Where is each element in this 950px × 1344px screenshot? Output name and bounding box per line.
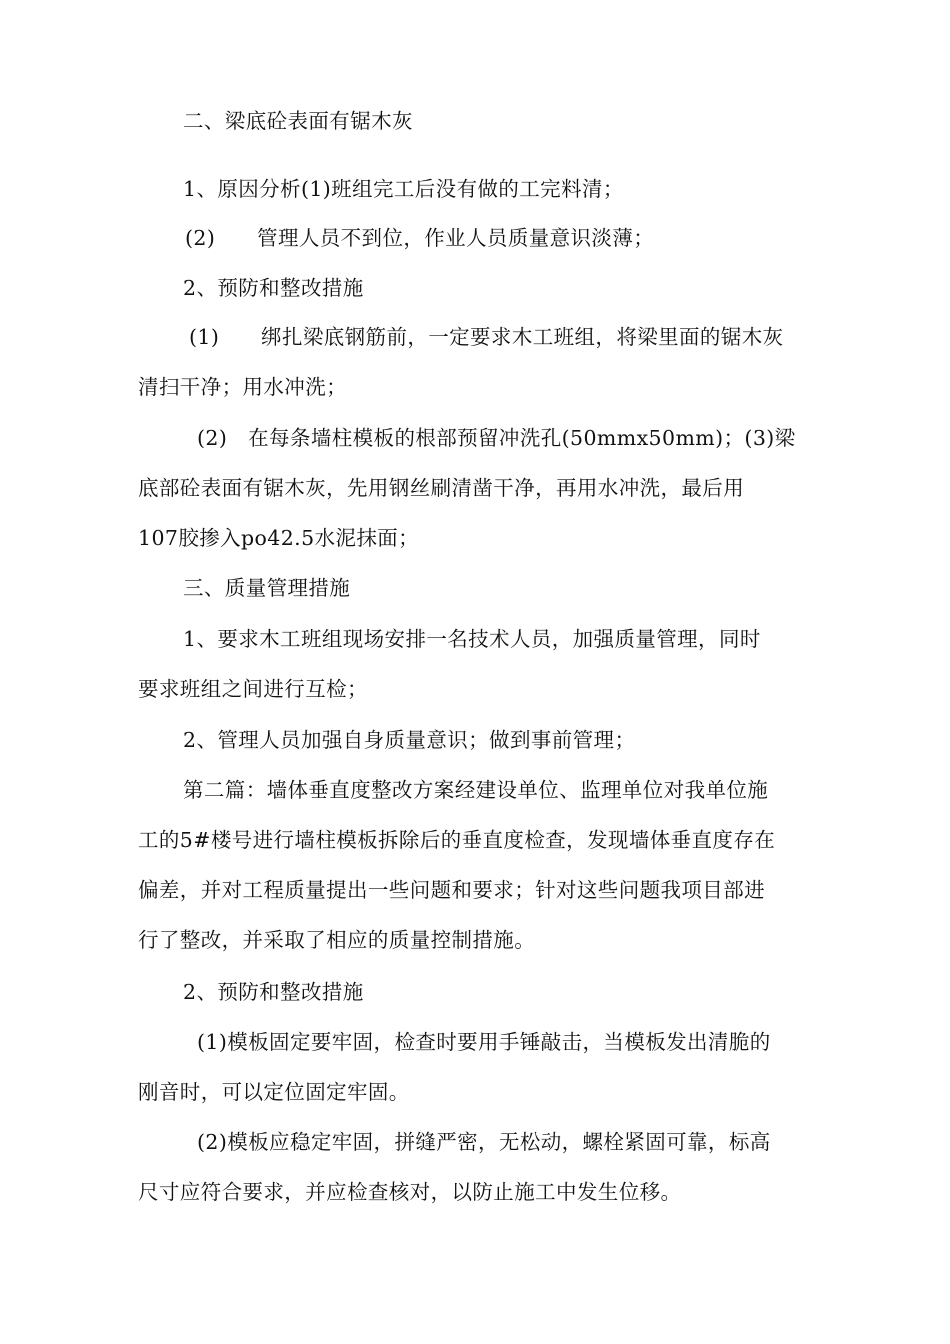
heading-section-3: 三、质量管理措施 <box>183 576 351 600</box>
subheading-line: 2、预防和整改措施 <box>183 980 364 1004</box>
paragraph-line: 工的5#楼号进行墙柱模板拆除后的垂直度检查，发现墙体垂直度存在 <box>138 828 776 852</box>
paragraph-line: (1) 绑扎梁底钢筋前，一定要求木工班组，将梁里面的锯木灰 <box>189 325 784 349</box>
paragraph-line: (2)模板应稳定牢固，拼缝严密，无松动，螺栓紧固可靠，标高 <box>197 1130 771 1154</box>
subheading-line: 2、预防和整改措施 <box>183 276 364 300</box>
paragraph-line: 刚音时，可以定位固定牢固。 <box>138 1080 410 1104</box>
paragraph-line: 107胶掺入po42.5水泥抹面； <box>138 526 420 550</box>
paragraph-line: 清扫干净；用水冲洗； <box>138 375 347 399</box>
paragraph-line: 底部砼表面有锯木灰，先用钢丝刷清凿干净，再用水冲洗，最后用 <box>138 476 745 500</box>
paragraph-line: 偏差，并对工程质量提出一些问题和要求；针对这些问题我项目部进 <box>138 878 765 902</box>
heading-section-2: 二、梁底砼表面有锯木灰 <box>183 109 413 133</box>
paragraph-line: 第二篇：墙体垂直度整改方案经建设单位、监理单位对我单位施 <box>183 778 769 802</box>
paragraph-line: (2) 在每条墙柱模板的根部预留冲洗孔(50mmx50mm)；(3)梁 <box>197 426 796 450</box>
paragraph-line: 尺寸应符合要求，并应检查核对，以防止施工中发生位移。 <box>138 1180 682 1204</box>
paragraph-line: (2) 管理人员不到位，作业人员质量意识淡薄； <box>185 226 655 250</box>
paragraph-line: 1、要求木工班组现场安排一名技术人员，加强质量管理，同时 <box>183 627 761 651</box>
paragraph-line: 1、原因分析(1)班组完工后没有做的工完料清； <box>183 177 624 201</box>
paragraph-line: 要求班组之间进行互检； <box>138 677 368 701</box>
paragraph-line: (1)模板固定要牢固，检查时要用手锤敲击，当模板发出清脆的 <box>197 1030 771 1054</box>
paragraph-line: 2、管理人员加强自身质量意识；做到事前管理； <box>183 728 636 752</box>
paragraph-line: 行了整改，并采取了相应的质量控制措施。 <box>138 928 536 952</box>
